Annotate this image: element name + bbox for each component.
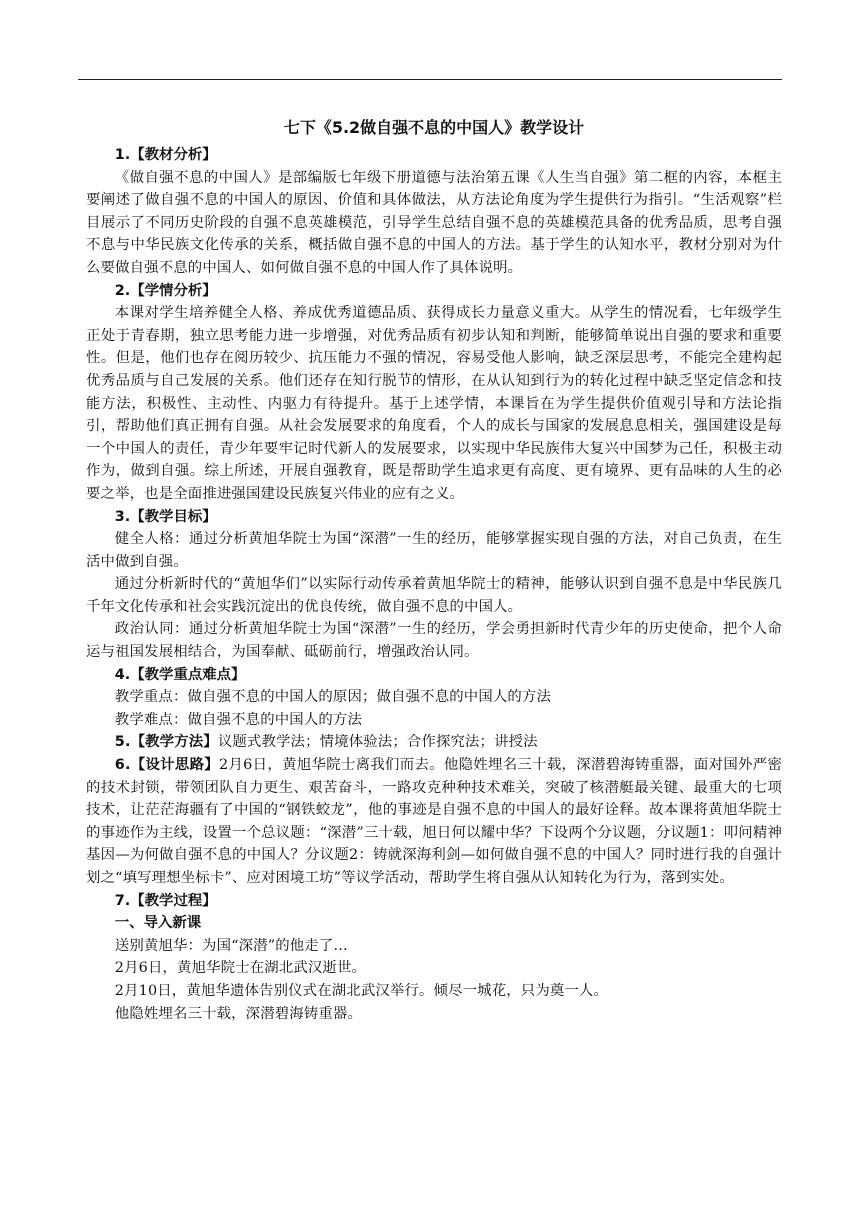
process-line: 他隐姓埋名三十载，深潜碧海铸重器。 — [114, 1005, 362, 1022]
method-line — [86, 731, 782, 754]
section-paragraph: 政治认同：通过分析黄旭华院士为国“深潜”一生的经历，学会勇担新时代青少年的历史使命，把个人命运与祖国发展相结合，为国奉献、砥砺前行，增强政治认同。 — [86, 621, 782, 661]
process-line: 2月6日，黄旭华院士在湖北武汉逝世。 — [114, 960, 367, 977]
process-subheading: 一、导入新课 — [114, 915, 202, 932]
design-heading: 6.【设计思路】 — [114, 757, 219, 774]
section-paragraph: 本课对学生培养健全人格、养成优秀道德品质、获得成长力量意义重大。从学生的情况看，七年级学生正处于青春期，独立思考能力进一步增强，对优秀品质有初步认知和判断，能够简单说出自强的要求和重要性。但是，他们也存在阅历较少、抗压能力不强的情况，容易受他人影响，缺乏深层思考，不能完全建构起优秀品质与自己发展的关系。他们还存在知行脱节的情形，在从认知到行为的转化过程中缺乏坚定信念和技能方法，积极性、主动性、内驱力有待提升。基于上述学情，本课旨在为学生提供价值观引导和方法论指引，帮助他们真正拥有自强。从社会发展要求的角度看，个人的成长与国家的发展息息相关，强国建设是每一个中国人的责任，青少年要牢记时代新人的发展要求，以实现中华民族伟大复兴中国梦为己任，积极主动作为，做到自强。综上所述，开展自强教育，既是帮助学生追求更有高度、更有境界、更有品味的人生的必要之举，也是全面推进强国建设民族复兴伟业的应有之义。 — [86, 305, 782, 502]
section-paragraph: 通过分析新时代的“黄旭华们”以实际行动传承着黄旭华院士的精神，能够认识到自强不息是中华民族几千年文化传承和社会实践沉淀出的优良传统，做自强不息的中国人。 — [86, 576, 782, 615]
section-heading-1: 1.【教材分析】 — [114, 147, 217, 163]
method-heading: 5.【教学方法】 — [114, 734, 218, 751]
section-paragraph: 健全人格：通过分析黄旭华院士为国“深潜”一生的经历，能够掌握实现自强的方法，对自己负责，在生活中做到自强。 — [86, 531, 782, 570]
process-line: 2月10日，黄旭华遗体告别仪式在湖北武汉举行。倾尽一城花，只为奠一人。 — [114, 982, 609, 999]
process-line: 送别黄旭华：为国“深潜”的他走了… — [114, 937, 348, 954]
design-text: 2月6日，黄旭华院士离我们而去。他隐姓埋名三十载，深潜碧海铸重器，面对国外严密的技术封锁，带领团队自力更生、艰苦奋斗，一路攻克种种技术难关，突破了核潜艇最关键、最重大的七项技术，让茫茫海疆有了中国的“钢铁蛟龙”，他的事迹是自强不息的中国人的最好诠释。故本课将黄旭华院士的事迹作为主线，设置一个总议题：“深潜”三十载，旭日何以耀中华？下设两个分议题，分议题1：叩问精神基因—为何做自强不息的中国人？分议题2：铸就深海利剑—如何做自强不息的中国人？同时进行我的自强计划之“填写理想坐标卡”、应对困境工坊”等议学活动，帮助学生将自强从认知转化为行为，落到实处。 — [86, 757, 782, 886]
method-text: 议题式教学法；情境体验法；合作探究法；讲授法 — [217, 734, 538, 751]
document-body — [86, 116, 782, 1025]
section-heading-4: 4.【教学重点难点】 — [114, 666, 246, 683]
section-paragraph: 教学重点：做自强不息的中国人的原因；做自强不息的中国人的方法 — [114, 689, 552, 706]
section-heading-3: 3.【教学目标】 — [114, 508, 217, 525]
header-rule — [78, 79, 782, 80]
section-paragraph: 《做自强不息的中国人》是部编版七年级下册道德与法治第五课《人生当自强》第二框的内容，本框主要阐述了做自强不息的中国人的原因、价值和具体做法，从方法论角度为学生提供行为指引。“生活观察”栏目展示了不同历史阶段的自强不息英雄模范，引导学生总结自强不息的英雄模范具备的优秀品质，思考自强不息与中华民族文化传承的关系，概括做自强不息的中国人的方法。基于学生的认知水平，教材分别对为什么要做自强不息的中国人、如何做自强不息的中国人作了具体说明。 — [86, 169, 782, 276]
section-heading-2: 2.【学情分析】 — [114, 282, 217, 299]
section-paragraph: 教学难点：做自强不息的中国人的方法 — [114, 711, 362, 728]
document-title: 七下《5.2做自强不息的中国人》教学设计 — [283, 118, 585, 137]
section-heading-7: 7.【教学过程】 — [114, 892, 217, 909]
design-paragraph — [86, 754, 782, 890]
